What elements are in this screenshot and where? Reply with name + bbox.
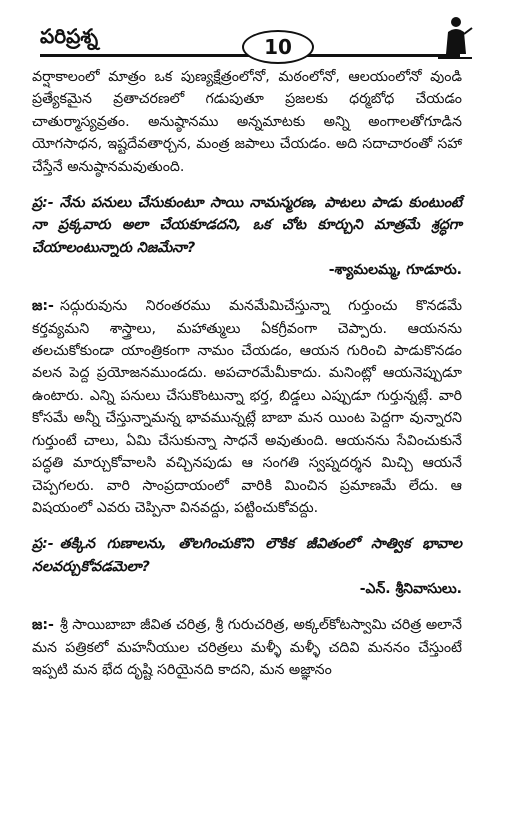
question-2 bbox=[32, 533, 462, 578]
answer-text: సద్గురువును నిరంతరము మనమేమిచేస్తున్నా గుర్తుంచు కొనడమే కర్తవ్యమని శాస్త్రాలు, మహాత్ములు ఏకగ్రీవంగా చెప్పారు. ఆయనను తలచుకోకుండా యాంత్రికంగా నామం చేయడం, ఆయన గురించి పాడుకొనడం వలన పెద్ద ప్రయోజనముండదు. అపచారమేమీకాదు. మనింట్లో ఆయనెప్పుడూ ఉంటారు. ఎన్ని పనులు చేసుకొంటున్నా భర్త, బిడ్డలు ఎప్పుడూ గుర్తున్నట్లే. వారి కోసమే అన్నీ చేస్తున్నామన్న భావమున్నట్లే బాబా మన యింట పెద్దగా వున్నారని గుర్తుంటే చాలు, ఏమి చేసుకున్నా సాధనే అవుతుంది. ఆయనను సేవించుకునే పద్ధతి మార్చుకోవాలసి వచ్చినపుడు ఆ సంగతి స్వప్నదర్శన మిచ్చి ఆయనే చెప్పగలరు. వారి సాంప్రదాయంలో వారికి మించిన ప్రమాణమే లేదు. ఆ విషయంలో ఎవరు చెప్పినా వినవద్దు, పట్టించుకోవద్దు. bbox=[32, 298, 462, 516]
answer-label: జ:- bbox=[32, 617, 54, 634]
page-title: పరిప్రశ్న bbox=[40, 24, 99, 48]
questioner-signature: -శ్యామలమ్మ, గూడూరు. bbox=[328, 262, 462, 279]
question-label: ప్ర:- bbox=[32, 536, 54, 553]
article-body bbox=[32, 66, 462, 681]
answer-1 bbox=[32, 295, 462, 519]
question-text: నేను పనులు చేసుకుంటూ సాయి నామస్మరణ, పాటలు పాడు కుంటుంటే నా ప్రక్కవారు అలా చేయకూడదని, ఒక చోట కూర్చుని మాత్రమే శ్రద్ధగా చేయాలంటున్నారు నిజమేనా? bbox=[32, 195, 462, 256]
page-header bbox=[32, 0, 492, 58]
page-number: 10 bbox=[242, 30, 314, 64]
answer-2 bbox=[32, 614, 462, 681]
paragraph: వర్షాకాలంలో మాత్రం ఒక పుణ్యక్షేత్రంలోనో, మఠంలోనో, ఆలయంలోనో వుండి ప్రత్యేకమైన వ్రతాచరణలో గడుపుతూ ప్రజలకు ధర్మబోధ చేయడం చాతుర్మాస్యవ్రతం. అనుష్ఠానము అన్నమాటకు అన్ని అంగాలతోగూడిన యోగసాధన, ఇష్టదేవతార్చన, మంత్ర జపాలు చేయడం. అది సదాచారంతో సహా చేస్తేనే అనుష్ఠానమవుతుంది. bbox=[32, 69, 462, 175]
saint-figure-icon bbox=[434, 14, 474, 60]
questioner-signature: -ఎన్. శ్రీనివాసులు. bbox=[359, 581, 462, 598]
answer-text: శ్రీ సాయిబాబా జీవిత చరిత్ర, శ్రీ గురుచరిత్ర, అక్కల్‌కోటస్వామి చరిత్ర అలానే మన పత్రికలో మహనీయుల చరిత్రలు మళ్ళీ మళ్ళీ చదివి మననం చేస్తుంటే ఇప్పటి మన భేద దృష్టి సరియైనది కాదని, మన అజ్ఞానం bbox=[32, 617, 462, 678]
question-text: తక్కిన గుణాలను, తొలగించుకొని లౌకిక జీవితంలో సాత్విక భావాల నలవర్చుకోవడమెలా? bbox=[32, 536, 462, 575]
question-label: ప్ర:- bbox=[32, 195, 54, 212]
answer-label: జ:- bbox=[32, 298, 54, 315]
question-1 bbox=[32, 192, 462, 259]
